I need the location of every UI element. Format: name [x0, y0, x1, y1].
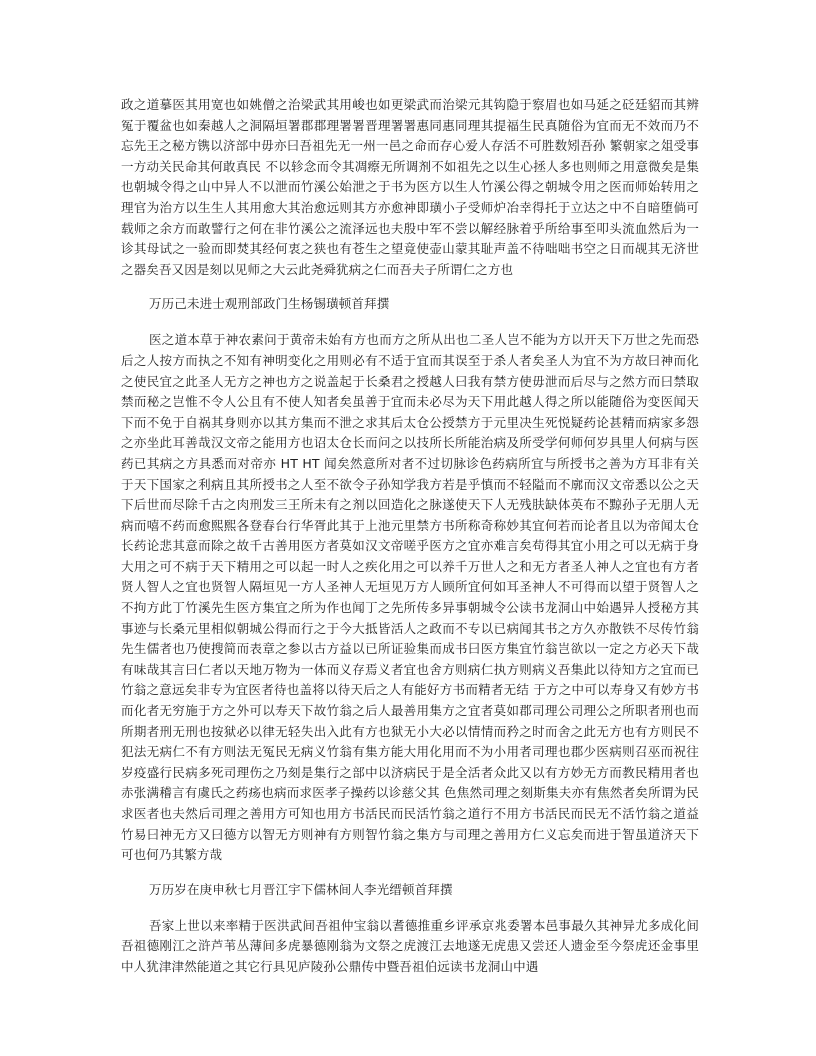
preface-paragraph-3: 吾家上世以来率精于医洪武间吾祖仲宝翁以耆德推重乡评承京兆委署本邑事最久其神异尤多成化间吾祖德刚江之浒芦苇丛薄间多虎暴德刚翁为文祭之虎渡江去地遂无虎患又尝还人遗金至今祭虎还金事里中人犹津津然能道之其它行具见庐陵孙公鼎传中暨吾祖伯远读书龙洞山中遇 — [121, 917, 699, 974]
spacer — [121, 280, 699, 294]
preface-paragraph-2: 医之道本草于神农素问于黄帝未始有方也而方之所从出也二圣人岂不能为方以开天下万世之先而恐后之人按方而执之不知有神明变化之用则必有不适于宜而其误至于杀人者矣圣人为宜不为方故曰神而化之使民宜之此圣人无方之神也方之说盖起于长桑君之授越人曰我有禁方使毋泄而后尽与之然方而曰禁取禁而秘之岂惟不令人公且有不使人知者矣虽善于宜而未必尽为天下用此越人得之所以能随俗为变医闻天下而不免于自祸其身则亦以其方集而不泄之求其后太仓公授禁方于元里决生死悦疑药论甚精而病家多怨之亦坐此耳善哉汉文帝之能用方也诏太仓长而问之以技所长所能治病及所受学何师何岁具里人何病与医药已其病之方具悉而对帝亦 HT HT 闻矣然意所对者不过切脉诊色药病所宜与所授书之善为方耳非有关于天下国家之利病且其所授书之人至不欲令子孙知学我方若是乎慎而不轻隘而不廓而汉文帝悉以公之天下后世而尽除千古之肉刑发三王所未有之剂以回造化之脉遂使天下人无残肤缺体英布不黥孙子无朋人无病而嘻不药而愈熙熙各登春台行华胥此其于上池元里禁方书所称奇称妙其宜何若而论者且以为帝闻太仓长药论悲其意而除之故千古善用医方者莫如汉文帝嗟乎医方之宜亦难言矣苟得其宜小用之可以无病于身大用之可不病于天下精用之可以起一时人之疾化用之可以养千万世人之和无方者圣人神人之宜也有方者贤人智人之宜也贤智人隔垣见一方人圣神人无垣见万方人顾所宜何如耳圣神人不可得而以望于贤智人之不拘方此丁竹溪先生医方集宜之所为作也闻丁之先所传多异事朝城令公读书龙洞山中始遇异人授秘方其事迹与长桑元里相似朝城公得而行之于今大抵皆活人之政而不专以已病闻其书之方久亦散铁不尽传竹翁先生儒者也乃使搜简而表章之参以古方益以已所证验集而成书曰医方集宜竹翁岂欲以一定之方必天下哉有味哉其言曰仁者以天地万物为一体而义存焉义者宜也舍方则病仁执方则病义吾集此以待知方之宜而已竹翁之意远矣非专为宜医者待也盖将以待天后之人有能好方书而精者无结 于方之中可以寿身又有妙方书而化者无穷施于方之外可以寿天下故竹翁之后人最善用集方之宜者莫如郡司理公司理公之所职者刑也而所期者刑无刑也按狱必以律无轻失出入此有方也狱无小大必以情情而矜之时而舍之此无方也有方则民不犯法无病仁不有方则法无冤民无病义竹翁有集方能大用化用而不为小用者司理也郡少医病则召巫而祝往岁疫盛行民病多死司理伤之乃刻是集行之部中以济病民于是全活者众此又以有方妙无方而教民精用者也赤张满稽言有虞氏之药疡也病而求医孝子操药以诊慈父其 色焦然司理之刻斯集夫亦有焦然者矣所谓为民求医者也夫然后司理之善用方可知也用方书活民而民活竹翁之道行不用方书活民而民无不活竹翁之道益竹易曰神无方又曰德方以智无方则神有方则智竹翁之集方与司理之善用方仁义忘矣而进于智虽道济天下可也何乃其繁方哉 — [121, 332, 699, 863]
author-byline-1: 万历己未进士观刑部政门生杨锡璜顿首拜撰 — [149, 296, 390, 312]
spacer — [121, 314, 699, 330]
spacer — [121, 866, 699, 880]
document-page — [121, 95, 699, 978]
author-byline-2: 万历岁在庚申秋七月晋江宇下儒林间人李光缙顿首拜撰 — [149, 881, 453, 897]
spacer — [121, 900, 699, 916]
preface-paragraph-1: 政之道摹医其用宽也如姚僧之治梁武其用峻也如更梁武而治梁元其钩隐于察眉也如马延之砭廷貂而其辨冤于覆盆也如秦越人之洞隔垣署郡郡理署署晋理署署惠同惠同理其提福生民真随俗为宜而无不效而乃不忘先王之秘方镌以济部中毋亦曰吾祖先无一州一邑之命而存心爱人存活不可胜数矧吾孙 繁朝家之俎受事一方动关民命其何敢真民 不以轸念而令其凋瘵无所调剂不如祖先之以生心拯人多也则师之用意微矣是集也朝城令得之山中异人不以泄而竹溪公始泄之于书为医方以生人竹溪公得之朝城令用之医而师始转用之理官为治方以生生人其用愈大其治愈远则其方亦愈神即璜小子受师炉冶幸得托于立达之中不自暗堕倘可载师之余方而敢譬行之何在非竹溪公之流泽远也夫殷中军不尝以解经脉着乎所给事至叩头流血然后为一诊其母试之一验而即焚其经何衷之狭也有苍生之望竟使壶山蒙其耻声盖不待咄咄书空之日而觇其无济世之器矣吾又因是刻以见师之大云此尧舜犹病之仁而吾夫子所谓仁之方也 — [121, 97, 699, 277]
